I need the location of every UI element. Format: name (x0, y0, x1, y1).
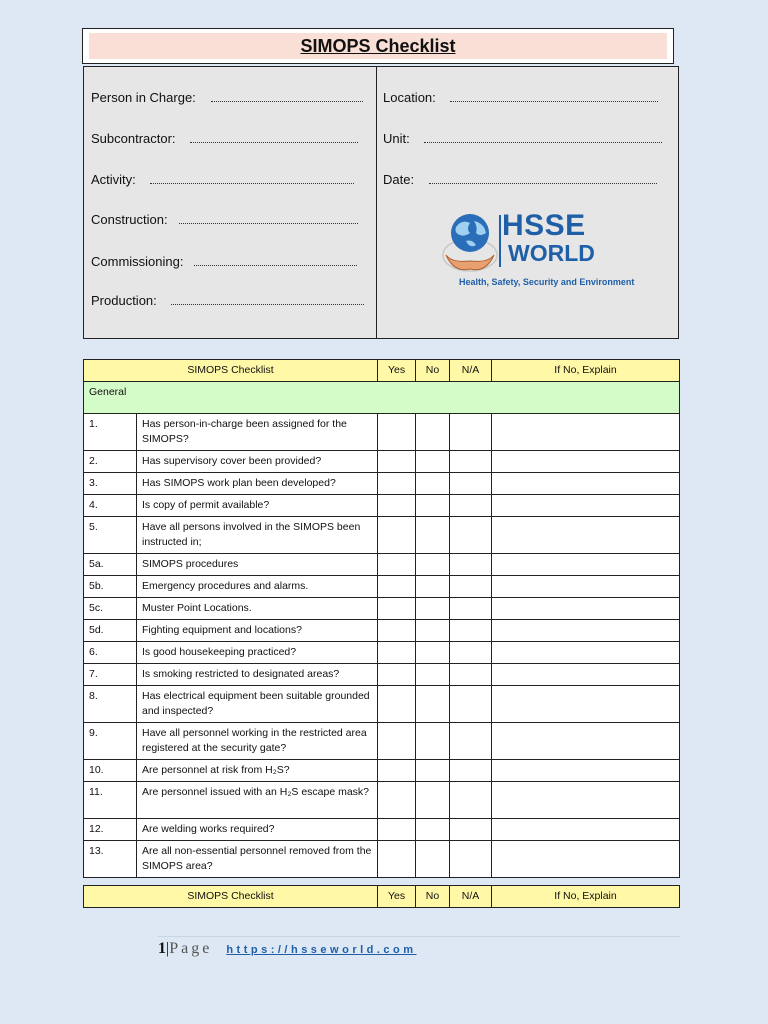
explain-cell[interactable] (492, 642, 680, 664)
item-number: 5. (84, 517, 137, 554)
location-field[interactable] (450, 101, 658, 102)
explain-cell[interactable] (492, 554, 680, 576)
item-number: 12. (84, 819, 137, 841)
no-cell[interactable] (416, 664, 450, 686)
yes-cell[interactable] (378, 723, 416, 760)
explain-cell[interactable] (492, 760, 680, 782)
table-row (84, 517, 680, 554)
yes-cell[interactable] (378, 517, 416, 554)
na-cell[interactable] (450, 414, 492, 451)
title-box (82, 28, 674, 64)
item-question: Is copy of permit available? (137, 495, 378, 517)
subcontractor-label: Subcontractor: (91, 131, 176, 146)
logo-divider (499, 215, 501, 267)
yes-cell[interactable] (378, 473, 416, 495)
item-question: Fighting equipment and locations? (137, 620, 378, 642)
header-checklist: SIMOPS Checklist (84, 360, 378, 382)
item-number: 8. (84, 686, 137, 723)
item-number: 1. (84, 414, 137, 451)
table-row (84, 473, 680, 495)
header-no: No (416, 886, 450, 908)
activity-label: Activity: (91, 172, 136, 187)
na-cell[interactable] (450, 598, 492, 620)
subcontractor-field[interactable] (190, 142, 358, 143)
explain-cell[interactable] (492, 620, 680, 642)
section-row (84, 382, 680, 414)
header-yes: Yes (378, 360, 416, 382)
yes-cell[interactable] (378, 576, 416, 598)
item-number: 7. (84, 664, 137, 686)
no-cell[interactable] (416, 598, 450, 620)
no-cell[interactable] (416, 554, 450, 576)
table-row (84, 782, 680, 819)
no-cell[interactable] (416, 517, 450, 554)
item-number: 2. (84, 451, 137, 473)
yes-cell[interactable] (378, 760, 416, 782)
no-cell[interactable] (416, 451, 450, 473)
location-label: Location: (383, 90, 436, 105)
date-field[interactable] (429, 183, 657, 184)
no-cell[interactable] (416, 414, 450, 451)
header-explain: If No, Explain (492, 360, 680, 382)
header-checklist: SIMOPS Checklist (84, 886, 378, 908)
table-header-row (84, 360, 680, 382)
item-number: 3. (84, 473, 137, 495)
na-cell[interactable] (450, 517, 492, 554)
table-row (84, 495, 680, 517)
commissioning-field[interactable] (194, 265, 357, 266)
unit-field[interactable] (424, 142, 662, 143)
table-row (84, 723, 680, 760)
website-link[interactable]: https://hsseworld.com (226, 944, 417, 956)
explain-cell[interactable] (492, 782, 680, 819)
item-question: Are welding works required? (137, 819, 378, 841)
explain-cell[interactable] (492, 576, 680, 598)
commissioning-label: Commissioning: (91, 254, 184, 269)
na-cell[interactable] (450, 473, 492, 495)
logo-tagline: Health, Safety, Security and Environment (459, 277, 635, 287)
yes-cell[interactable] (378, 686, 416, 723)
table-row (84, 620, 680, 642)
na-cell[interactable] (450, 686, 492, 723)
document-title: SIMOPS Checklist (89, 33, 667, 59)
yes-cell[interactable] (378, 495, 416, 517)
yes-cell[interactable] (378, 598, 416, 620)
na-cell[interactable] (450, 841, 492, 878)
item-number: 9. (84, 723, 137, 760)
no-cell[interactable] (416, 760, 450, 782)
page-footer (158, 940, 417, 958)
na-cell[interactable] (450, 554, 492, 576)
yes-cell[interactable] (378, 782, 416, 819)
no-cell[interactable] (416, 473, 450, 495)
production-field[interactable] (171, 304, 364, 305)
no-cell[interactable] (416, 576, 450, 598)
header-na: N/A (450, 360, 492, 382)
explain-cell[interactable] (492, 414, 680, 451)
no-cell[interactable] (416, 841, 450, 878)
logo-title: HSSE (502, 209, 586, 242)
table-row (84, 664, 680, 686)
table-header-row (84, 886, 680, 908)
table-row (84, 451, 680, 473)
item-question: SIMOPS procedures (137, 554, 378, 576)
table-row (84, 642, 680, 664)
header-no: No (416, 360, 450, 382)
item-question: Is good housekeeping practiced? (137, 642, 378, 664)
production-label: Production: (91, 293, 157, 308)
item-question: Has person-in-charge been assigned for the SIMOPS? (137, 414, 378, 451)
info-divider (376, 67, 377, 338)
item-question: Have all personnel working in the restricted area registered at the security gate? (137, 723, 378, 760)
item-number: 6. (84, 642, 137, 664)
table-row (84, 760, 680, 782)
checklist-table (83, 359, 680, 878)
no-cell[interactable] (416, 642, 450, 664)
na-cell[interactable] (450, 642, 492, 664)
yes-cell[interactable] (378, 554, 416, 576)
na-cell[interactable] (450, 819, 492, 841)
explain-cell[interactable] (492, 517, 680, 554)
date-label: Date: (383, 172, 415, 187)
explain-cell[interactable] (492, 473, 680, 495)
section-label: General (84, 382, 680, 414)
explain-cell[interactable] (492, 495, 680, 517)
item-question: Are personnel at risk from H₂S? (137, 760, 378, 782)
table-row (84, 819, 680, 841)
explain-cell[interactable] (492, 841, 680, 878)
no-cell[interactable] (416, 723, 450, 760)
na-cell[interactable] (450, 576, 492, 598)
yes-cell[interactable] (378, 414, 416, 451)
table-row (84, 414, 680, 451)
na-cell[interactable] (450, 723, 492, 760)
na-cell[interactable] (450, 495, 492, 517)
yes-cell[interactable] (378, 620, 416, 642)
page-number: 1 (158, 940, 166, 957)
table-row (84, 598, 680, 620)
table-row (84, 554, 680, 576)
explain-cell[interactable] (492, 664, 680, 686)
globe-hands-icon (440, 211, 500, 277)
page-word: Page (169, 940, 213, 957)
item-number: 11. (84, 782, 137, 819)
explain-cell[interactable] (492, 451, 680, 473)
item-question: Has supervisory cover been provided? (137, 451, 378, 473)
na-cell[interactable] (450, 451, 492, 473)
activity-field[interactable] (150, 183, 354, 184)
yes-cell[interactable] (378, 841, 416, 878)
construction-field[interactable] (179, 223, 358, 224)
person-in-charge-field[interactable] (211, 101, 363, 102)
header-na: N/A (450, 886, 492, 908)
hsse-world-logo (440, 209, 635, 293)
item-question: Is smoking restricted to designated areas? (137, 664, 378, 686)
item-number: 5b. (84, 576, 137, 598)
no-cell[interactable] (416, 782, 450, 819)
no-cell[interactable] (416, 819, 450, 841)
item-question: Have all persons involved in the SIMOPS been instructed in; (137, 517, 378, 554)
info-panel (83, 66, 679, 339)
item-number: 5c. (84, 598, 137, 620)
item-question: Has electrical equipment been suitable grounded and inspected? (137, 686, 378, 723)
item-number: 5a. (84, 554, 137, 576)
item-question: Muster Point Locations. (137, 598, 378, 620)
explain-cell[interactable] (492, 598, 680, 620)
item-number: 13. (84, 841, 137, 878)
yes-cell[interactable] (378, 642, 416, 664)
item-question: Are personnel issued with an H₂S escape mask? (137, 782, 378, 819)
item-number: 10. (84, 760, 137, 782)
na-cell[interactable] (450, 664, 492, 686)
item-question: Has SIMOPS work plan been developed? (137, 473, 378, 495)
person-in-charge-label: Person in Charge: (91, 90, 196, 105)
explain-cell[interactable] (492, 686, 680, 723)
no-cell[interactable] (416, 495, 450, 517)
table-row (84, 841, 680, 878)
table-row (84, 576, 680, 598)
no-cell[interactable] (416, 620, 450, 642)
item-question: Emergency procedures and alarms. (137, 576, 378, 598)
yes-cell[interactable] (378, 451, 416, 473)
na-cell[interactable] (450, 782, 492, 819)
table-row (84, 686, 680, 723)
header-explain: If No, Explain (492, 886, 680, 908)
header-yes: Yes (378, 886, 416, 908)
page-separator: | (166, 940, 170, 957)
item-question: Are all non-essential personnel removed from the SIMOPS area? (137, 841, 378, 878)
no-cell[interactable] (416, 686, 450, 723)
item-number: 4. (84, 495, 137, 517)
construction-label: Construction: (91, 212, 168, 227)
yes-cell[interactable] (378, 664, 416, 686)
checklist-table-2 (83, 885, 680, 908)
footer-rule (158, 936, 680, 937)
explain-cell[interactable] (492, 819, 680, 841)
explain-cell[interactable] (492, 723, 680, 760)
yes-cell[interactable] (378, 819, 416, 841)
item-number: 5d. (84, 620, 137, 642)
na-cell[interactable] (450, 760, 492, 782)
logo-subtitle: WORLD (508, 240, 595, 266)
na-cell[interactable] (450, 620, 492, 642)
unit-label: Unit: (383, 131, 410, 146)
